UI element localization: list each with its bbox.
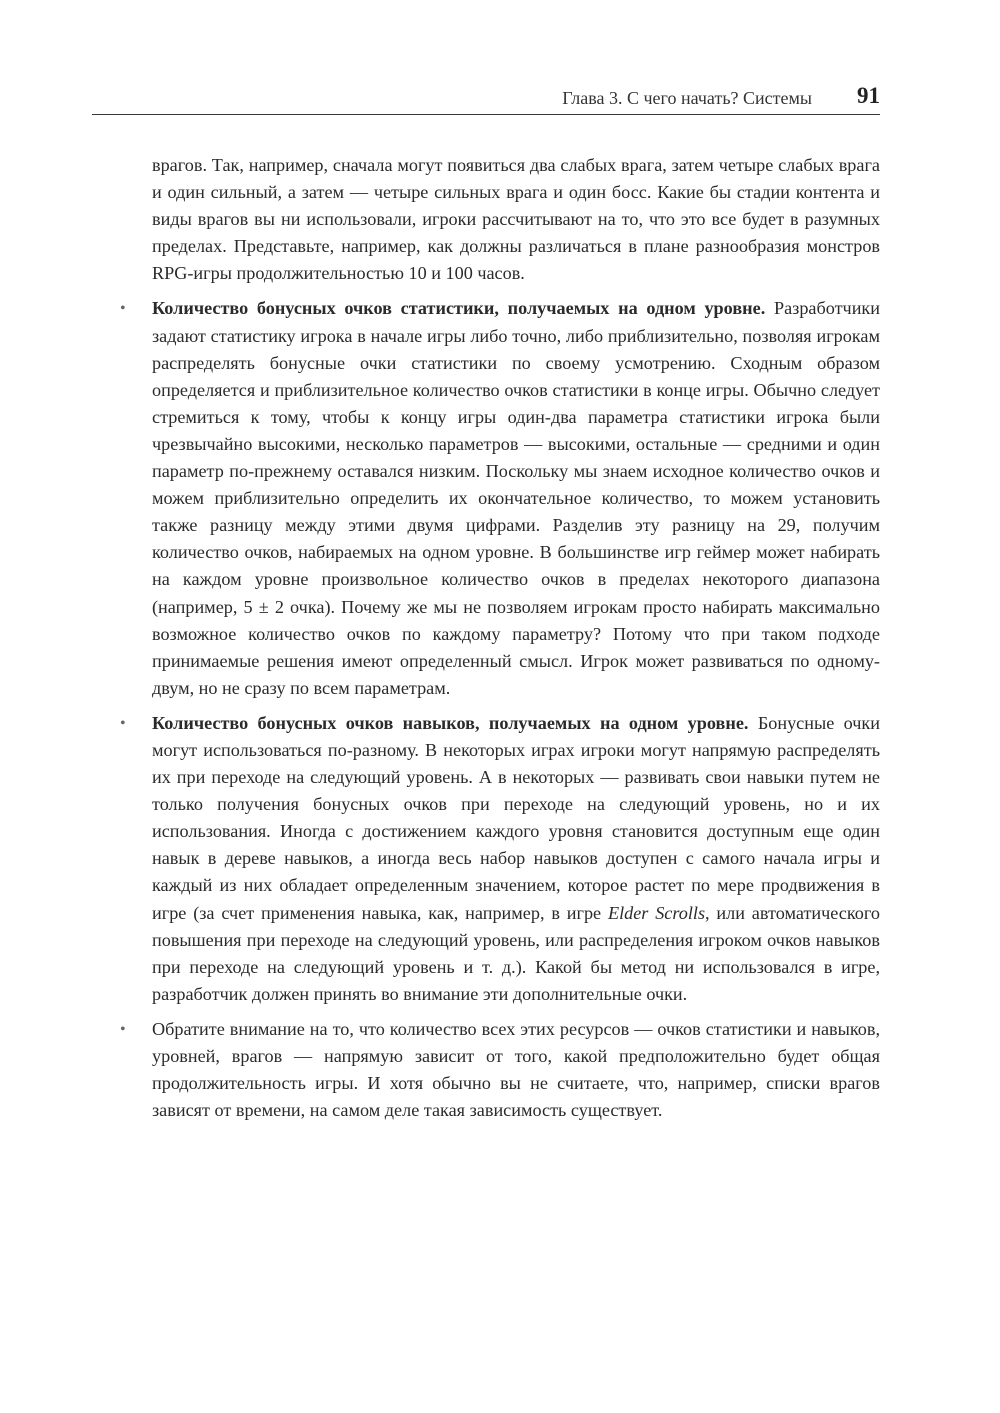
bullet-marker: • — [120, 1020, 126, 1038]
page-body — [120, 152, 881, 1132]
chapter-title: Глава 3. С чего начать? Системы — [562, 88, 812, 108]
bullet-text: Обратите внимание на то, что количество всех этих ресурсов — очков статистики и навыков, уровней, врагов — напрямую зависит от того, какой предположительно будет общая продолжительность игры. И хотя обычно вы не считаете, что, например, списки врагов зависят от времени, на самом деле такая зависимость существует. — [152, 1018, 880, 1121]
bullet-heading: Количество бонусных очков статистики, получаемых на одном уровне. — [152, 298, 766, 319]
bullet-text-continued: , или автоматического повышения при переходе на следующий уровень, или распределения игроком очков навыков при переходе на следующий уровень и т. д.). Какой бы метод ни использовался в игре, разработчик должен принять во внимание эти дополнительные очки. — [152, 902, 880, 1004]
running-header — [92, 82, 880, 115]
bullet-marker: • — [120, 300, 126, 318]
bullet-text: Бонусные очки могут использоваться по-разному. В некоторых играх игроки могут напрямую распределять их при переходе на следующий уровень. А в некоторых — развивать свои навыки путем не только получения бонусных очков при переходе на следующий уровень, но и их использования. Иногда с достижением каждого уровня становится доступным еще один навык в дереве навыков, а иногда весь набор навыков доступен с самого начала игры и каждый из них обладает определенным значением, которое растет по мере продвижения в игре (за счет применения навыка, как, например, в игре — [152, 712, 880, 923]
bullet-text: Разработчики задают статистику игрока в начале игры либо точно, либо приблизительно, позволяя игрокам распределять бонусные очки статистики по своему усмотрению. Сходным образом определяется и приблизительное количество очков статистики в конце игры. Обычно следует стремиться к тому, чтобы к концу игры один-два параметра статистики игрока были чрезвычайно высокими, несколько параметров — высокими, остальные — средними и один параметр по-прежнему оставался низким. Поскольку мы знаем исходное количество очков и можем приблизительно определить их окончательное количество, то можем установить также разницу между этими двумя цифрами. Разделив эту разницу на 29, получим количество очков, набираемых на одном уровне. В большинстве игр геймер может набирать на каждом уровне произвольное количество очков в пределах некоторого диапазона (например, 5 ± 2 очка). Почему же мы не позволяем игрокам просто набирать максимально возможное количество очков по каждому параметру? Потому что при таком подходе принимаемые решения имеют определенный смысл. Игрок может развиваться по одному-двум, но не сразу по всем параметрам. — [152, 298, 881, 698]
bullet-marker: • — [120, 714, 126, 732]
bullet-item-skill-points — [120, 710, 880, 1008]
bullet-item-stat-points — [120, 295, 881, 701]
bullet-heading: Количество бонусных очков навыков, получаемых на одном уровне. — [152, 712, 749, 733]
bullet-item-duration-note — [120, 1016, 880, 1124]
intro-paragraph: врагов. Так, например, сначала могут появиться два слабых врага, затем четыре слабых врага и один сильный, а затем — четыре сильных врага и один босс. Какие бы стадии контента и виды врагов вы ни использовали, игроки рассчитывают на то, что это все будет в разумных пределах. Представьте, например, как должны различаться в плане разнообразия монстров RPG-игры продолжительностью 10 и 100 часов. — [152, 155, 880, 284]
game-title: Elder Scrolls — [607, 902, 706, 923]
page-number: 91 — [857, 83, 880, 108]
